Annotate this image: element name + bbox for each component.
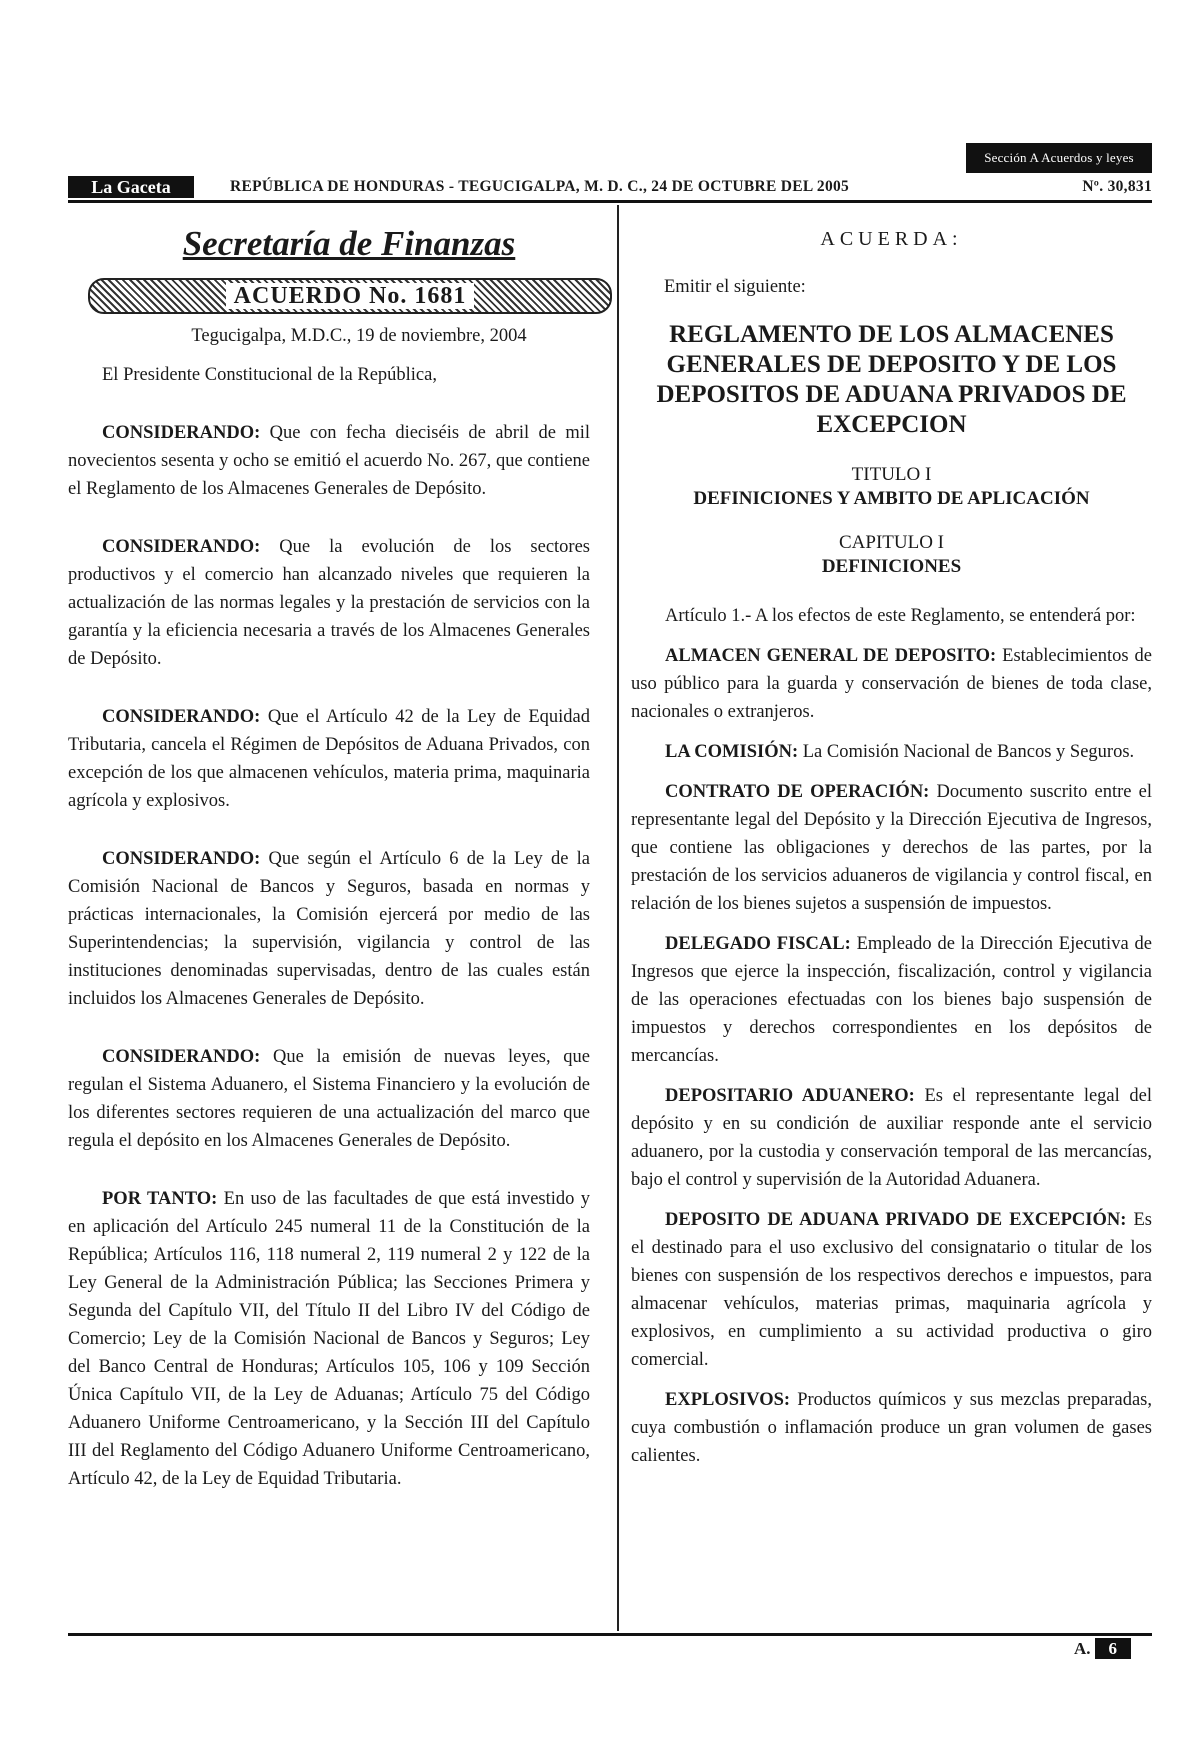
section-tab: Sección A Acuerdos y leyes bbox=[966, 143, 1152, 173]
definition-paragraph: ALMACEN GENERAL DE DEPOSITO: Establecimientos de uso público para la guarda y conservación de bienes de toda clase, nacionales o extranjeros. bbox=[631, 646, 1152, 722]
issue-number: Nº. 30,831 bbox=[1082, 178, 1152, 195]
titulo-heading: TITULO I bbox=[851, 464, 932, 485]
left-column bbox=[68, 222, 590, 1493]
page-prefix: A. bbox=[1074, 1639, 1091, 1658]
footer-rule bbox=[68, 1633, 1152, 1636]
definition-paragraph: CONTRATO DE OPERACIÓN: Documento suscrito entre el representante legal del Depósito y la Dirección Ejecutiva de Ingresos, que contiene las obligaciones y derechos de las partes, por la prestación de los servicios aduaneros de vigilancia y control fiscal, en relación de los bienes sujetos a suspensión de impuestos. bbox=[631, 782, 1152, 914]
presidente-line: El Presidente Constitucional de la República, bbox=[102, 365, 437, 385]
considerando-paragraph: CONSIDERANDO: Que el Artículo 42 de la Ley de Equidad Tributaria, cancela el Régimen de Depósitos de Aduana Privados, con excepción de los que almacenen vehículos, materia prima, maquinaria agrícola y explosivos. bbox=[68, 707, 590, 811]
header-rule bbox=[68, 200, 1152, 203]
publication-line bbox=[230, 176, 1152, 198]
acuerda-heading: ACUERDA: bbox=[820, 228, 963, 250]
capitulo-heading: CAPITULO I bbox=[838, 532, 945, 553]
definition-paragraph: LA COMISIÓN: La Comisión Nacional de Bancos y Seguros. bbox=[665, 742, 1135, 762]
gazette-brand: La Gaceta bbox=[68, 176, 194, 198]
right-column bbox=[631, 222, 1152, 1470]
definition-paragraph: DELEGADO FISCAL: Empleado de la Dirección Ejecutiva de Ingresos que ejerce la inspección, fiscalización, control y vigilancia de las operaciones efectuadas con los bienes bajo suspensión de impuestos y derechos correspondientes en los depósitos de mercancías. bbox=[631, 934, 1152, 1066]
page-header bbox=[68, 176, 1152, 198]
page-number-box: 6 bbox=[1095, 1638, 1132, 1659]
articulo-1: Artículo 1.- A los efectos de este Reglamento, se entenderá por: bbox=[665, 606, 1136, 626]
place-date: Tegucigalpa, M.D.C., 19 de noviembre, 2004 bbox=[191, 326, 527, 346]
publication-place-date: REPÚBLICA DE HONDURAS - TEGUCIGALPA, M. D. C., 24 DE OCTUBRE DEL 2005 bbox=[230, 178, 850, 195]
por-tanto-paragraph: POR TANTO: En uso de las facultades de que está investido y en aplicación del Artículo 245 numeral 11 de la Constitución de la República; Artículos 116, 118 numeral 2, 119 numeral 2 y 122 de la Ley General de la Administración Pública; las Secciones Primera y Segunda del Capítulo VII, del Título II del Libro IV del Código de Comercio; Ley de la Comisión Nacional de Bancos y Seguros; Ley del Banco Central de Honduras; Artículos 105, 106 y 109 Sección Única Capítulo VII, de la Ley de Aduanas; Artículo 75 del Código Aduanero Uniforme Centroamericano, y la Sección III del Capítulo III del Reglamento del Código Aduanero Uniforme Centroamericano, Artículo 42, de la Ley de Equidad Tributaria. bbox=[68, 1189, 590, 1489]
secretaria-title: Secretaría de Finanzas bbox=[182, 224, 516, 263]
definition-paragraph: DEPOSITARIO ADUANERO: Es el representante legal del depósito y en su condición de auxiliar responde ante el servicio aduanero, por la custodia y conservación temporal de las mercancías, bajo el control y supervisión de la Autoridad Aduanera. bbox=[631, 1086, 1153, 1190]
considerando-paragraph: CONSIDERANDO: Que con fecha dieciséis de abril de mil novecientos sesenta y ocho se emitió el acuerdo No. 267, que contiene el Reglamento de los Almacenes Generales de Depósito. bbox=[68, 423, 590, 499]
page-number bbox=[1074, 1638, 1152, 1660]
column-divider bbox=[617, 205, 619, 1631]
definition-paragraph: EXPLOSIVOS: Productos químicos y sus mezclas preparadas, cuya combustión o inflamación produce un gran volumen de gases calientes. bbox=[631, 1390, 1152, 1466]
reglamento-title: REGLAMENTO DE LOS ALMACENES GENERALES DE DEPOSITO Y DE LOS DEPOSITOS DE ADUANA PRIVADOS DE EXCEPCION bbox=[656, 321, 1127, 438]
considerando-paragraph: CONSIDERANDO: Que la emisión de nuevas leyes, que regulan el Sistema Aduanero, el Sistema Financiero y la evolución de los diferentes sectores requieren de una actualización del marco que regula el depósito en los Almacenes Generales de Depósito. bbox=[68, 1047, 590, 1151]
titulo-subheading: DEFINICIONES Y AMBITO DE APLICACIÓN bbox=[693, 488, 1090, 509]
definition-paragraph: DEPOSITO DE ADUANA PRIVADO DE EXCEPCIÓN: Es el destinado para el uso exclusivo del consignatario o titular de los bienes con suspensión de los respectivos derechos e impuestos, para almacenar vehículos, materias primas, maquinaria agrícola y explosivos, en cumplimiento a su actividad productiva o giro comercial. bbox=[631, 1210, 1152, 1370]
acuerdo-banner bbox=[88, 278, 612, 314]
capitulo-subheading: DEFINICIONES bbox=[821, 556, 962, 577]
acuerdo-number: ACUERDO No. 1681 bbox=[226, 283, 475, 309]
emitir-line: Emitir el siguiente: bbox=[664, 277, 806, 297]
considerando-paragraph: CONSIDERANDO: Que según el Artículo 6 de la Ley de la Comisión Nacional de Bancos y Seguros, basada en normas y prácticas internacionales, la Comisión ejercerá por medio de las Superintendencias; la supervisión, vigilancia y control de las instituciones denominadas supervisadas, dentro de las cuales están incluidos los Almacenes Generales de Depósito. bbox=[68, 849, 590, 1009]
considerando-paragraph: CONSIDERANDO: Que la evolución de los sectores productivos y el comercio han alcanzado niveles que requieren la actualización de las normas legales y la prestación de servicios con la garantía y la eficiencia necesaria a través de los Almacenes Generales de Depósito. bbox=[68, 537, 590, 669]
